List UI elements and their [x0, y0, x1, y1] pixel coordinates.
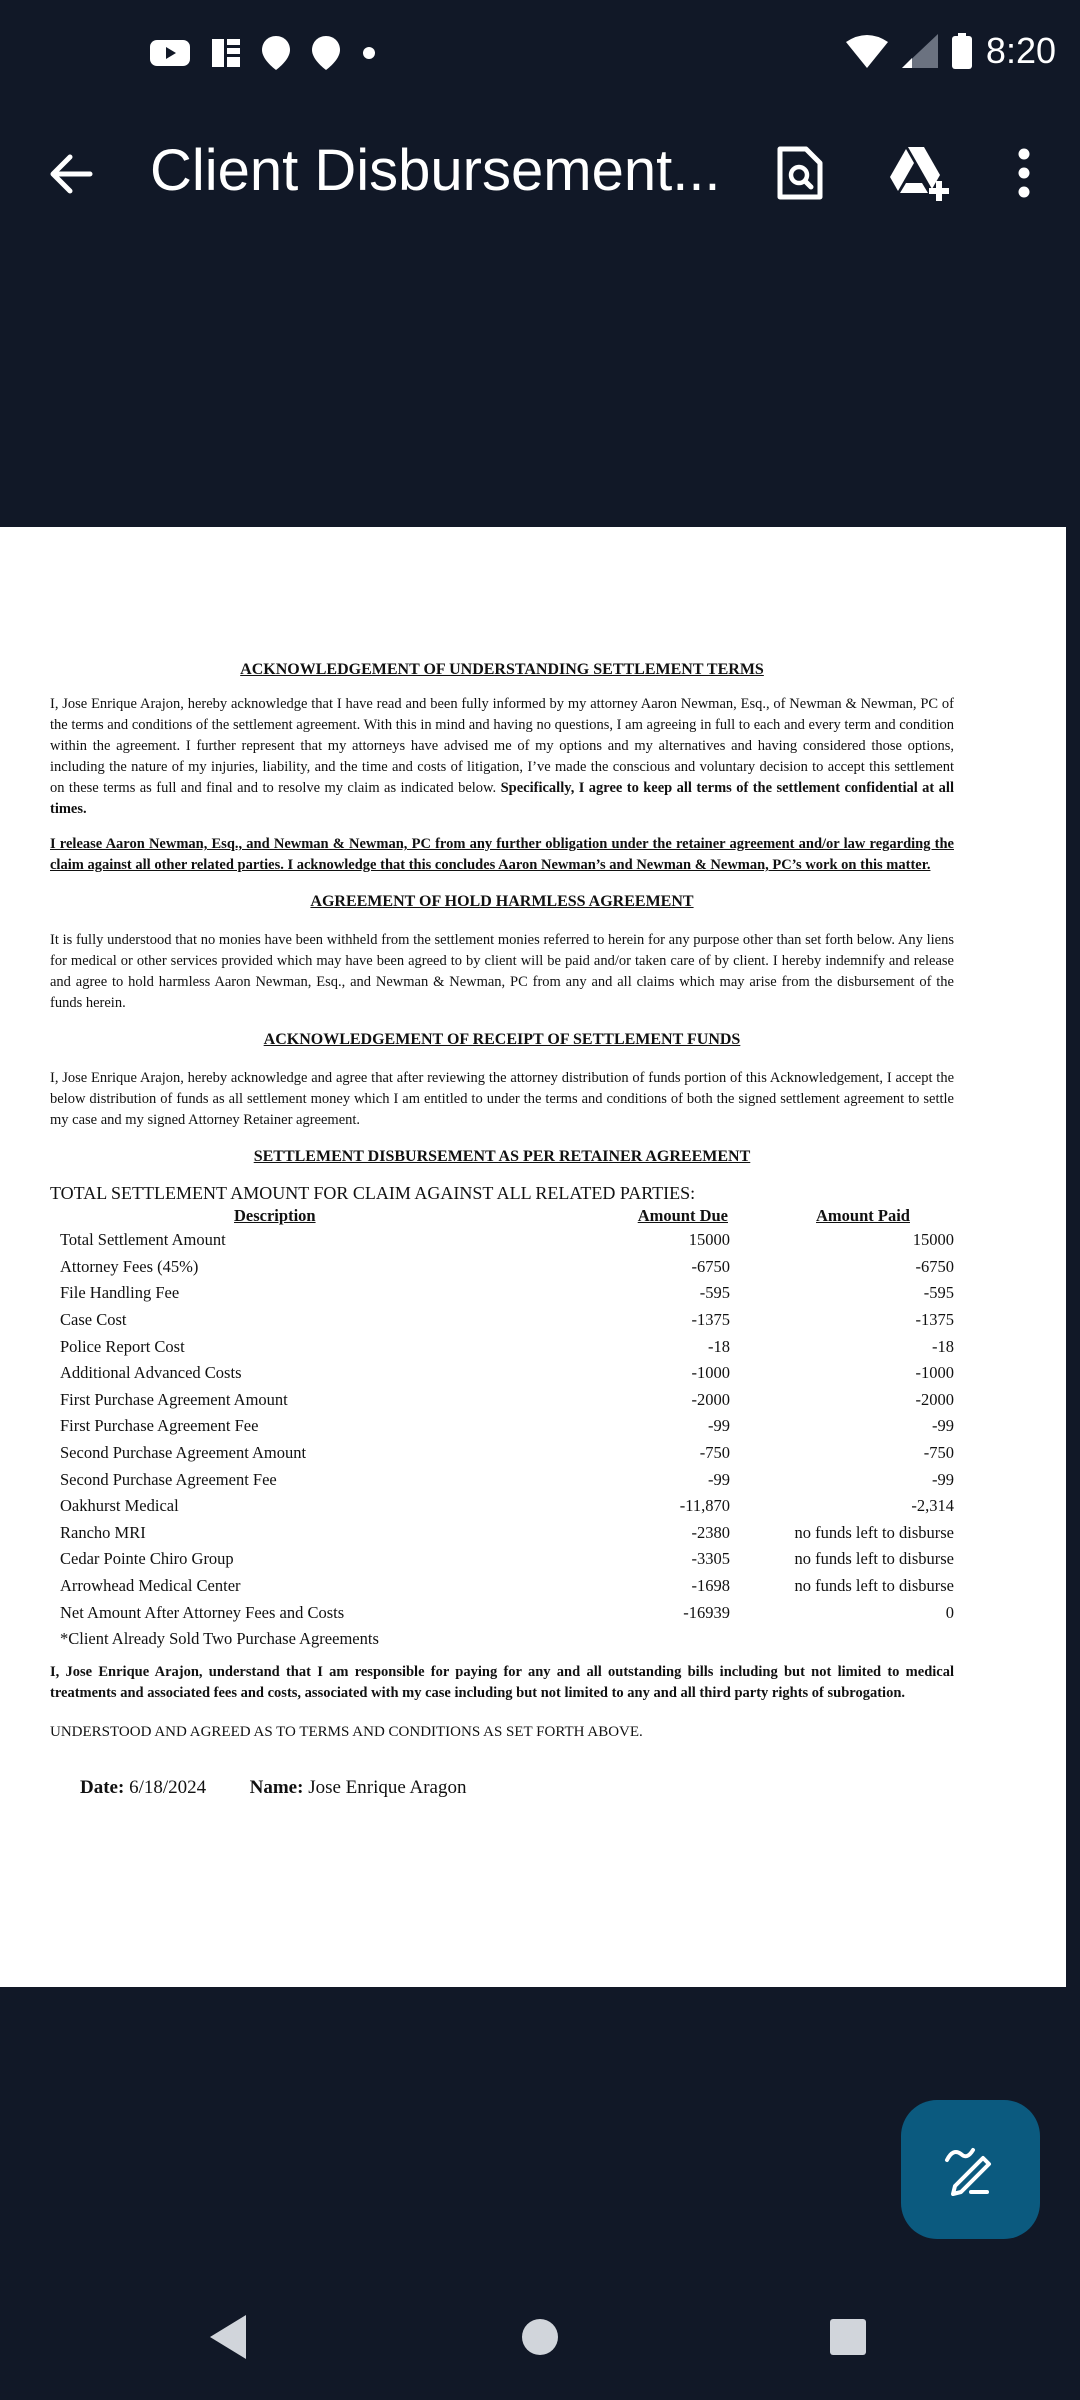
- home-nav-icon: [520, 2317, 560, 2357]
- cell-description: Arrowhead Medical Center: [60, 1576, 241, 1596]
- arrow-back-icon: [40, 143, 102, 205]
- cell-description: Second Purchase Agreement Fee: [60, 1469, 277, 1489]
- cell-amount-paid: -18: [932, 1336, 954, 1356]
- cell-amount-due: -1698: [691, 1576, 730, 1596]
- column-header-amount-due: Amount Due: [637, 1206, 728, 1225]
- paragraph-hold-harmless: It is fully understood that no monies have been withheld from the settlement monies referred to herein for any purpose other than set forth below. Any liens for medical or other services provided which may have been agreed to by client will be paid and/or taken care of by client. I hereby indemnify and release and agree to hold harmless Aaron Newman, Esq., and Newman & Newman, PC from any and all claims which may arise from the disbursement of the funds herein.: [50, 932, 954, 1011]
- app-bar: [0, 115, 1080, 230]
- back-nav-icon: [206, 2313, 250, 2361]
- cell-description: Attorney Fees (45%): [60, 1256, 199, 1276]
- disbursement-table: [50, 1205, 954, 1626]
- table-header-row: [50, 1205, 954, 1227]
- paragraph-responsibility: I, Jose Enrique Arajon, understand that I am responsible for paying for any and all outstanding bills including but not limited to medical treatments and associated fees and costs, associated with my case including but not limited to any and all third party rights of subrogation.: [50, 1663, 954, 1701]
- edit-pen-icon: [943, 2142, 999, 2198]
- location-icon: [262, 36, 290, 70]
- date-label: Date:: [80, 1776, 125, 1798]
- document-title: Client Disbursement...: [150, 138, 721, 203]
- cell-amount-due: -99: [708, 1469, 730, 1489]
- cell-description: Case Cost: [60, 1310, 127, 1330]
- cell-amount-paid: -750: [923, 1443, 954, 1463]
- cell-amount-due: -2000: [691, 1389, 730, 1409]
- navigation-bar: [0, 2277, 1080, 2400]
- cell-amount-due: -1375: [691, 1310, 730, 1330]
- heading-receipt-funds: ACKNOWLEDGEMENT OF RECEIPT OF SETTLEMENT FUNDS: [263, 1031, 741, 1048]
- table-row: [50, 1573, 954, 1600]
- cell-amount-paid: -1000: [915, 1363, 954, 1383]
- table-row: [50, 1254, 954, 1281]
- cell-amount-paid: -6750: [915, 1256, 954, 1276]
- name-label: Name:: [249, 1776, 304, 1798]
- document-page[interactable]: [0, 527, 1066, 1987]
- table-row: [50, 1440, 954, 1467]
- edit-fab-button[interactable]: [901, 2100, 1040, 2239]
- recents-nav-icon: [828, 2317, 868, 2357]
- back-button[interactable]: [40, 143, 102, 205]
- cell-description: Second Purchase Agreement Amount: [60, 1443, 307, 1463]
- cell-amount-due: -99: [708, 1416, 730, 1436]
- agreed-statement: UNDERSTOOD AND AGREED AS TO TERMS AND CONDITIONS AS SET FORTH ABOVE.: [50, 1723, 643, 1740]
- cell-amount-paid: 15000: [912, 1230, 954, 1250]
- status-bar: [0, 0, 1080, 115]
- table-row: [50, 1546, 954, 1573]
- cell-description: Additional Advanced Costs: [60, 1363, 242, 1383]
- cell-description: Police Report Cost: [60, 1336, 185, 1356]
- wifi-icon: [846, 34, 888, 68]
- cell-amount-due: -2380: [691, 1522, 730, 1542]
- cell-amount-paid: no funds left to disburse: [794, 1549, 954, 1569]
- table-row: [50, 1280, 954, 1307]
- cell-amount-due: -16939: [683, 1602, 730, 1622]
- paragraph-release: I release Aaron Newman, Esq., and Newman & Newman, PC from any further obligation under the retainer agreement and/or law regarding the claim against all other related parties. I acknowledge that this concludes Aaron Newman’s and Newman & Newman, PC’s work on this matter.: [50, 836, 954, 873]
- cell-amount-due: -3305: [691, 1549, 730, 1569]
- cell-amount-due: -595: [699, 1283, 730, 1303]
- more-options-button[interactable]: [988, 137, 1060, 209]
- cell-description: First Purchase Agreement Amount: [60, 1389, 288, 1409]
- cell-amount-due: 15000: [688, 1230, 730, 1250]
- cell-description: Oakhurst Medical: [60, 1496, 179, 1516]
- table-footnote: *Client Already Sold Two Purchase Agreements: [60, 1628, 379, 1648]
- cell-amount-paid: 0: [945, 1602, 954, 1622]
- cell-amount-due: -11,870: [679, 1496, 730, 1516]
- search-document-icon: [776, 145, 824, 201]
- cell-amount-paid: -2000: [915, 1389, 954, 1409]
- confidentiality-clause: Specifically, I agree to keep all terms of the settlement confidential at all times.: [50, 780, 954, 817]
- signal-icon: [902, 34, 938, 68]
- cell-amount-paid: no funds left to disburse: [794, 1522, 954, 1542]
- table-row: [50, 1466, 954, 1493]
- battery-icon: [952, 33, 972, 69]
- paragraph-receipt: I, Jose Enrique Arajon, hereby acknowledge and agree that after reviewing the attorney distribution of funds portion of this Acknowledgement, I accept the below distribution of funds as all settlement money which I am entitled to under the terms and conditions of both the signed settlement agreement to settle my case and my signed Attorney Retainer agreement.: [50, 1070, 954, 1128]
- news-icon: [212, 39, 240, 67]
- cell-amount-paid: no funds left to disburse: [794, 1576, 954, 1596]
- nav-home-button[interactable]: [510, 2307, 570, 2367]
- cell-amount-due: -6750: [691, 1256, 730, 1276]
- table-row: [50, 1493, 954, 1520]
- cell-description: File Handling Fee: [60, 1283, 180, 1303]
- heading-hold-harmless: AGREEMENT OF HOLD HARMLESS AGREEMENT: [310, 893, 694, 910]
- total-settlement-label: TOTAL SETTLEMENT AMOUNT FOR CLAIM AGAINST ALL RELATED PARTIES:: [50, 1183, 696, 1203]
- more-options-icon: [1017, 148, 1031, 198]
- cell-amount-paid: -1375: [915, 1310, 954, 1330]
- cell-amount-paid: -2,314: [911, 1496, 954, 1516]
- heading-acknowledgement-terms: ACKNOWLEDGEMENT OF UNDERSTANDING SETTLEMENT TERMS: [240, 661, 764, 678]
- find-in-document-button[interactable]: [764, 137, 836, 209]
- cell-description: Total Settlement Amount: [60, 1230, 226, 1250]
- name-value: Jose Enrique Aragon: [308, 1776, 467, 1798]
- cell-description: First Purchase Agreement Fee: [60, 1416, 259, 1436]
- add-to-drive-icon: [888, 145, 952, 201]
- cell-amount-paid: -99: [932, 1416, 954, 1436]
- location-icon: [312, 36, 340, 70]
- cell-amount-paid: -595: [923, 1283, 954, 1303]
- signature-line: [50, 1777, 954, 1799]
- document-content: [50, 660, 954, 1799]
- cell-amount-due: -1000: [691, 1363, 730, 1383]
- nav-back-button[interactable]: [198, 2307, 258, 2367]
- clock: 8:20: [985, 30, 1056, 71]
- table-row: [50, 1227, 954, 1254]
- paragraph-acknowledgement: I, Jose Enrique Arajon, hereby acknowledge that I have read and been fully informed by my attorney Aaron Newman, Esq., of Newman & Newman, PC of the terms and conditions of the settlement agreement. With this in mind and having no questions, I am agreeing in full to each and every term and condition within the agreement. I further represent that my attorneys have advised me of my options and my alternatives and having considered those options, including the nature of my injuries, liability, and the time and costs of litigation, I’ve made the conscious and voluntary decision to accept this settlement on these terms as full and final and to resolve my claim as indicated below. Specifically, I agree to keep all terms of the settlement confidential at all times.: [50, 696, 954, 817]
- heading-disbursement: SETTLEMENT DISBURSEMENT AS PER RETAINER AGREEMENT: [253, 1148, 751, 1165]
- date-value: 6/18/2024: [129, 1776, 207, 1798]
- cell-description: Rancho MRI: [60, 1522, 146, 1542]
- cell-description: Cedar Pointe Chiro Group: [60, 1549, 234, 1569]
- table-row: [50, 1307, 954, 1334]
- notification-icons: [150, 36, 376, 70]
- table-row: [50, 1520, 954, 1547]
- cell-amount-due: -18: [708, 1336, 730, 1356]
- table-row: [50, 1387, 954, 1414]
- cell-amount-paid: -99: [932, 1469, 954, 1489]
- cell-amount-due: -750: [699, 1443, 730, 1463]
- table-row: [50, 1360, 954, 1387]
- cell-description: Net Amount After Attorney Fees and Costs: [60, 1602, 345, 1622]
- nav-recents-button[interactable]: [818, 2307, 878, 2367]
- column-header-description: Description: [234, 1206, 316, 1225]
- table-row: [50, 1599, 954, 1626]
- youtube-icon: [150, 38, 190, 68]
- column-header-amount-paid: Amount Paid: [816, 1206, 910, 1225]
- dot-icon: [362, 46, 376, 60]
- table-row: [50, 1333, 954, 1360]
- system-status: [846, 30, 1056, 72]
- add-to-drive-button[interactable]: [884, 137, 956, 209]
- table-row: [50, 1413, 954, 1440]
